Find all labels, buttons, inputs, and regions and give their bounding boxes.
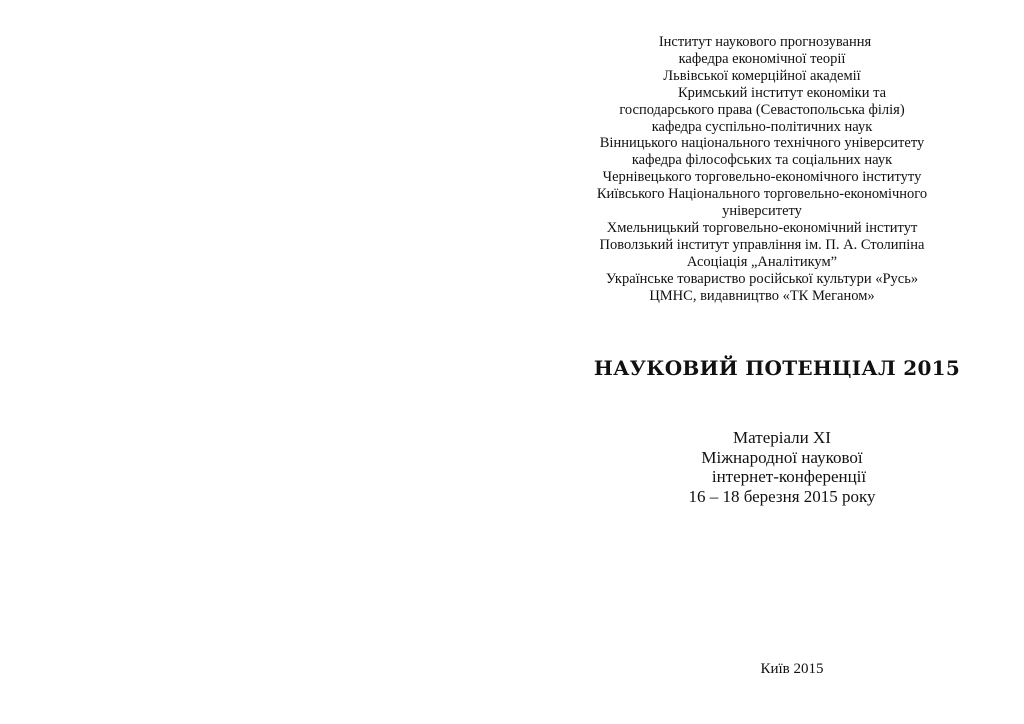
subtitle-line: інтернет-конференції [711, 467, 867, 486]
organizer-line: господарського права (Севастопольська філія) [619, 101, 905, 118]
organizer-line: Вінницького національного технічного університету [599, 135, 925, 152]
organizer-line: Кримський інститут економіки та [677, 84, 887, 101]
document-title: НАУКОВИЙ ПОТЕНЦІАЛ 2015 [593, 356, 961, 380]
organizer-line: Київського Національного торговельно-економічного [596, 186, 928, 203]
organizer-line: кафедра філософських та соціальних наук [631, 152, 893, 169]
subtitle-line: Міжнародної наукової [701, 447, 863, 467]
organizer-line: Львівської комерційної академії [663, 67, 861, 84]
organizer-line: Хмельницький торговельно-економічний інститут [606, 219, 918, 236]
organizer-line: Асоціація „Аналітикум” [686, 253, 838, 270]
organizers-list [562, 34, 962, 305]
conference-subtitle [602, 428, 962, 506]
publication-place-year: Київ 2015 [760, 661, 824, 677]
subtitle-line: Матеріали XI [733, 428, 831, 447]
organizer-line: кафедра суспільно-політичних наук [651, 118, 873, 135]
title-page [512, 0, 1024, 724]
conference-dates: 16 – 18 березня 2015 року [688, 486, 876, 506]
organizer-line: Поволзький інститут управління ім. П. А. Столипіна [599, 236, 925, 253]
organizer-line: університету [722, 203, 802, 220]
organizer-line: ЦМНС, видавництво «ТК Меганом» [649, 287, 875, 304]
organizer-line: Українське товариство російської культури «Русь» [605, 270, 919, 287]
organizer-line: Інститут наукового прогнозування [658, 34, 872, 50]
organizer-line: кафедра економічної теорії [678, 50, 846, 67]
organizer-line: Чернівецького торговельно-економічного інституту [602, 169, 922, 186]
